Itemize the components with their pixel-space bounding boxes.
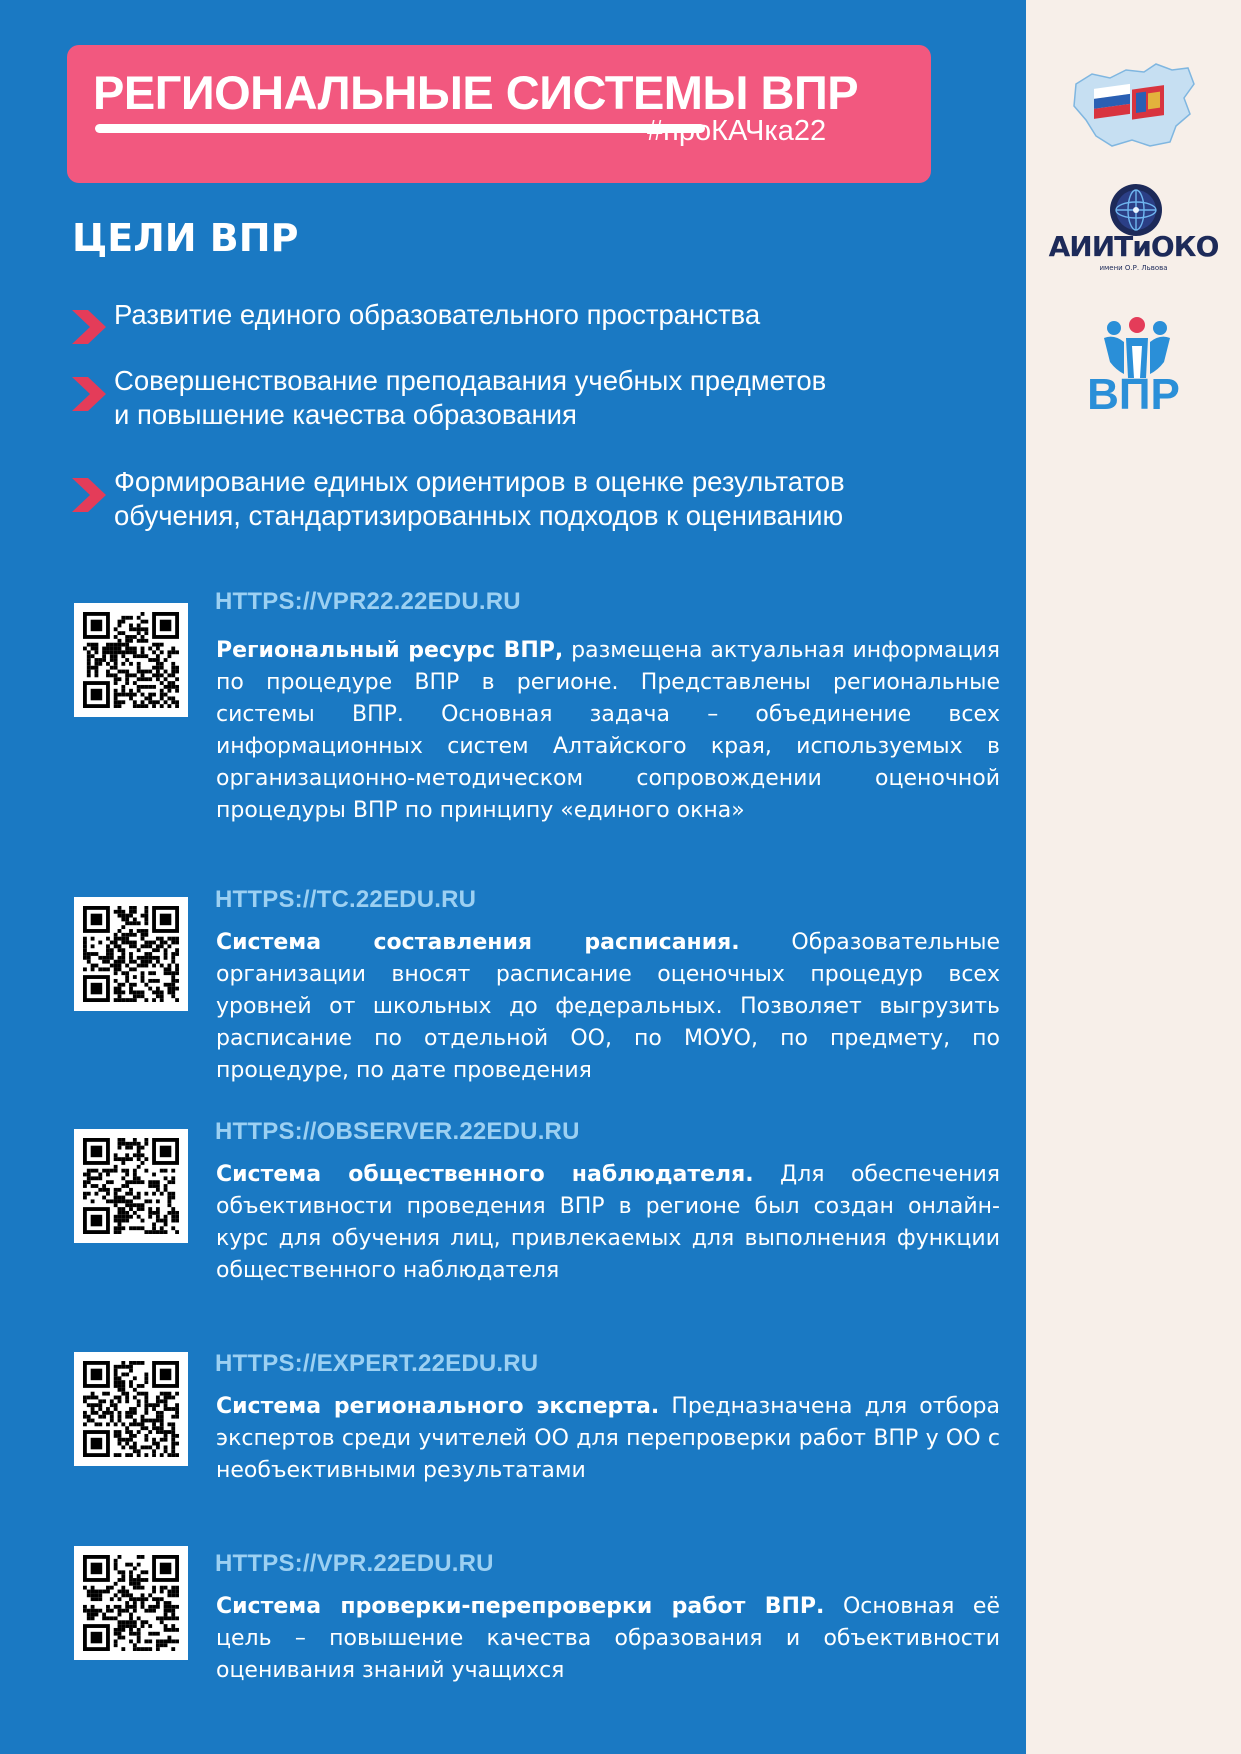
- goals-heading: ЦЕЛИ ВПР: [72, 216, 299, 260]
- goal-line: Совершенствование преподавания учебных предметов: [114, 365, 827, 396]
- resource-text: Образовательные организации вносят расписание оценочных процедур всех уровней от школьных до федеральных. Позволяет выгрузить расписание по отдельной ОО, по МОУО, по предмету, по процедуре, по дате проведения: [216, 930, 1000, 1083]
- resource-description: [216, 1391, 1000, 1487]
- chevron-right-icon: [72, 377, 106, 411]
- resource-link[interactable]: HTTPS://VPR.22EDU.RU: [215, 1550, 494, 1577]
- qr-code[interactable]: [74, 1129, 188, 1243]
- resource-link[interactable]: HTTPS://TC.22EDU.RU: [215, 886, 477, 913]
- qr-code[interactable]: [74, 1352, 188, 1466]
- chevron-right-icon: [72, 478, 106, 512]
- resource-name: Региональный ресурс ВПР,: [216, 638, 564, 663]
- resource-text: Для обеспечения объективности проведения ВПР в регионе был создан онлайн-курс для обучения лиц, привлекаемых для выполнения функции общественного наблюдателя: [216, 1162, 1000, 1283]
- resource-description: [216, 927, 1000, 1087]
- resource-text: Предназначена для отбора экспертов среди учителей ОО для перепроверки работ ВПР у ОО с необъективными результатами: [216, 1394, 1000, 1483]
- resource-link[interactable]: HTTPS://EXPERT.22EDU.RU: [215, 1350, 539, 1377]
- resource-description: [216, 635, 1000, 827]
- qr-code-icon: [83, 612, 179, 708]
- vpr-logo-text: ВПР: [1087, 370, 1180, 419]
- resource-text: размещена актуальная информация по процедуре ВПР в регионе. Представлены региональные системы ВПР. Основная задача – объединение всех информационных систем Алтайского края, используемых в организационно-методическом сопровождении оценочной процедуры ВПР по принципу «единого окна»: [216, 638, 1001, 823]
- logo-sidebar: [1026, 0, 1241, 1754]
- resource-description: [216, 1159, 1000, 1287]
- qr-code-icon: [83, 1138, 179, 1234]
- resource-name: Система проверки-перепроверки работ ВПР.: [216, 1594, 825, 1619]
- qr-code[interactable]: [74, 603, 188, 717]
- goal-line: и повышение качества образования: [114, 399, 577, 430]
- qr-code-icon: [83, 906, 179, 1002]
- resource-name: Система составления расписания.: [216, 930, 740, 955]
- qr-code[interactable]: [74, 897, 188, 1011]
- goal-line: Формирование единых ориентиров в оценке результатов: [114, 466, 845, 497]
- goal-line: обучения, стандартизированных подходов к оцениванию: [114, 500, 844, 531]
- resource-link[interactable]: HTTPS://VPR22.22EDU.RU: [215, 588, 521, 615]
- resource-name: Система регионального эксперта.: [216, 1394, 660, 1419]
- qr-code-icon: [83, 1361, 179, 1457]
- chevron-right-icon: [72, 310, 106, 344]
- qr-code[interactable]: [74, 1546, 188, 1660]
- page-title: РЕГИОНАЛЬНЫЕ СИСТЕМЫ ВПР: [93, 66, 859, 119]
- title-banner: [67, 45, 931, 183]
- goal-line: Развитие единого образовательного пространства: [114, 299, 761, 330]
- resource-text: Основная её цель – повышение качества образования и объективности оценивания знаний учащихся: [216, 1594, 1000, 1683]
- aiiko-logo-subtext: имени О.Р. Львова: [1099, 264, 1168, 272]
- title-underline: [95, 124, 705, 133]
- qr-code-icon: [83, 1555, 179, 1651]
- hashtag: #проКАЧка22: [647, 115, 827, 147]
- resource-description: [216, 1591, 1000, 1687]
- region-map-flag-icon: [1072, 62, 1196, 150]
- aiiko-logo-text: АИИТиОКО: [1048, 230, 1219, 263]
- resource-link[interactable]: HTTPS://OBSERVER.22EDU.RU: [215, 1118, 580, 1145]
- resource-name: Система общественного наблюдателя.: [216, 1162, 754, 1187]
